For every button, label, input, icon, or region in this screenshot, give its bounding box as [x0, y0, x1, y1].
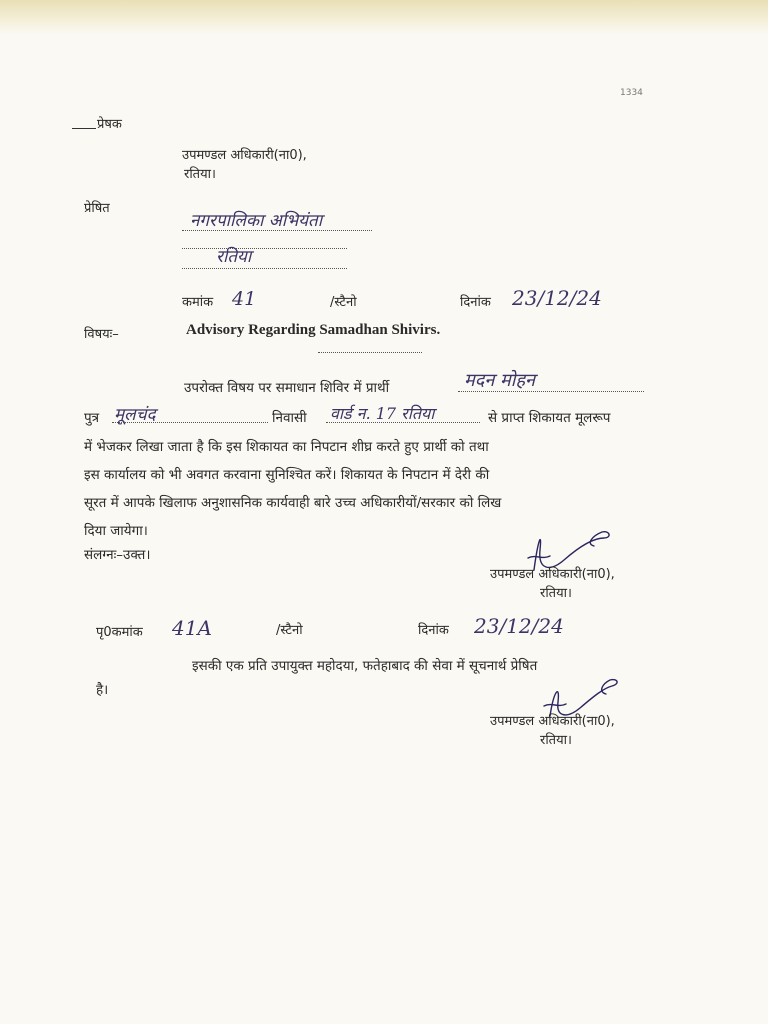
body-line-6: दिया जायेगा। [84, 523, 148, 539]
copy-line-2: है। [96, 682, 109, 698]
address-handwritten: वार्ड न. 17 रतिया [330, 404, 435, 423]
body-line-4: इस कार्यालय को भी अवगत करवाना सुनिश्चित करें। शिकायत के निपटान में देरी की [84, 467, 490, 483]
applicant-dotted-line [458, 391, 644, 392]
body-line-2-rest: से प्राप्त शिकायत मूलरूप [488, 410, 611, 426]
copy-dinank-label: दिनांक [418, 623, 449, 638]
body-line-5: सूरत में आपके खिलाफ अनुशासनिक कार्यवाही बारे उच्च अधिकारीयों/सरकार को लिख [84, 495, 502, 511]
copy-line-1: इसकी एक प्रति उपायुक्त महोदया, फतेहाबाद की सेवा में सूचनार्थ प्रेषित [192, 658, 538, 674]
recipient-dotted-line-1 [182, 230, 372, 231]
sender-dash [72, 128, 96, 129]
putra-label: पुत्र [84, 410, 100, 426]
signature-2-office: उपमण्डल अधिकारी(ना0), [490, 714, 615, 729]
subject-text: Advisory Regarding Samadhan Shivirs. [186, 322, 441, 338]
page-top-edge [0, 0, 768, 34]
kramank-label: कमांक [182, 295, 214, 310]
subject-underline [318, 352, 422, 353]
nivasi-label: निवासी [272, 410, 307, 426]
dinank-handwritten: 23/12/24 [512, 286, 602, 310]
copy-kramank-handwritten: 41A [172, 616, 212, 640]
enclosure: संलग्नः–उक्त। [84, 547, 151, 563]
subject-label: विषयः– [84, 327, 119, 342]
signature-2-place: रतिया। [540, 733, 572, 748]
page-number: 1334 [620, 88, 643, 98]
body-line-1: उपरोक्त विषय पर समाधान शिविर में प्रार्थी [184, 380, 390, 396]
copy-steno-label: /स्टैनो [276, 623, 303, 638]
father-name-handwritten: मूलचंद [114, 405, 156, 425]
recipient-place-handwritten: रतिया [216, 247, 252, 267]
applicant-name-handwritten: मदन मोहन [464, 370, 536, 391]
copy-kramank-label: पृ0कमांक [96, 625, 143, 640]
sender-label: प्रेषक [97, 117, 122, 132]
recipient-name-handwritten: नगरपालिका अभियंता [190, 211, 323, 231]
body-line-3: में भेजकर लिखा जाता है कि इस शिकायत का निपटान शीघ्र करते हुए प्रार्थी को तथा [84, 439, 489, 455]
father-dotted-line [112, 422, 268, 423]
signature-1-place: रतिया। [540, 586, 572, 601]
copy-dinank-handwritten: 23/12/24 [474, 614, 564, 638]
dinank-label: दिनांक [460, 295, 491, 310]
kramank-handwritten: 41 [232, 288, 257, 310]
recipient-dotted-line-2 [182, 248, 347, 249]
sender-office: उपमण्डल अधिकारी(ना0), [182, 148, 307, 163]
steno-label: /स्टैनो [330, 295, 357, 310]
sender-place: रतिया। [184, 167, 216, 182]
address-dotted-line [326, 422, 480, 423]
recipient-label: प्रेषित [84, 201, 110, 216]
recipient-dotted-line-3 [182, 268, 347, 269]
signature-1-office: उपमण्डल अधिकारी(ना0), [490, 567, 615, 582]
